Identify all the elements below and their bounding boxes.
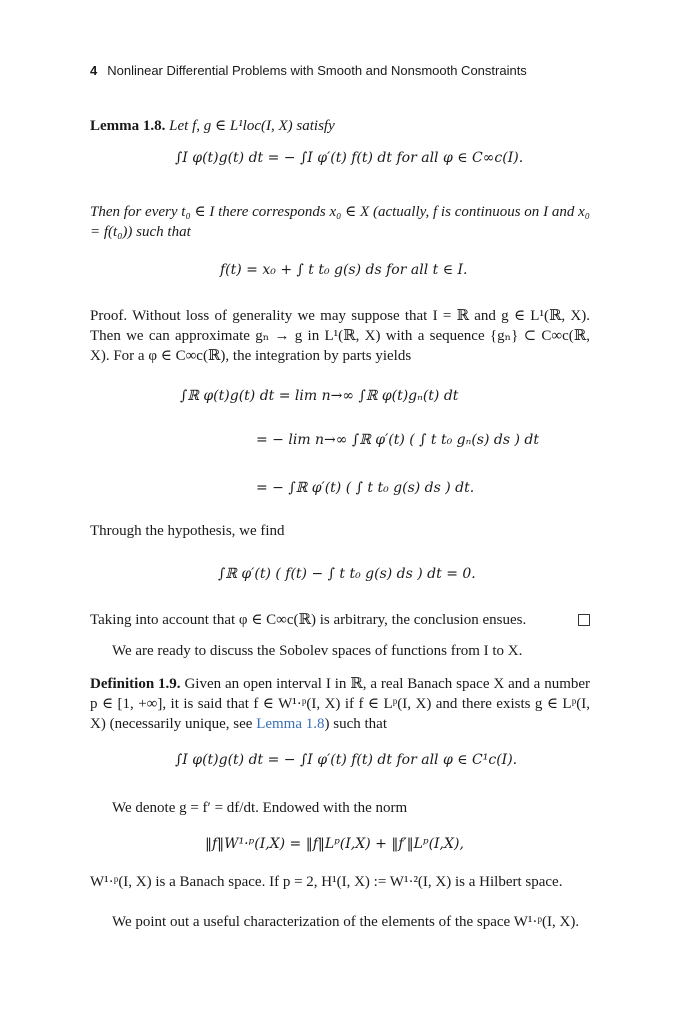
qed-box [578, 614, 590, 626]
equation-3a: ∫ℝ φ(t)g(t) dt = lim n→∞ ∫ℝ φ(t)gₙ(t) dt [180, 388, 459, 404]
definition-paragraph [90, 674, 590, 734]
proof-hypothesis: Through the hypothesis, we find [90, 523, 285, 539]
proof-paragraph: Proof. Without loss of generality we may suppose that I = ℝ and g ∈ L¹(ℝ, X). Then we can approximate gₙ → g in L¹(ℝ, X) with a sequence {gₙ} ⊂ C∞c(ℝ, X). For a φ ∈ C∞c(ℝ), the integration by parts yields [90, 308, 590, 364]
lemma-label: Lemma 1.8. [90, 118, 166, 134]
equation-4: ∫ℝ φ′(t) ( f(t) − ∫ t t₀ g(s) ds ) dt = 0. [218, 566, 476, 582]
equation-2: f(t) = x₀ + ∫ t t₀ g(s) ds for all t ∈ I. [220, 262, 468, 278]
page-number: 4 [90, 63, 98, 78]
definition-label: Definition 1.9. [90, 676, 181, 692]
proof-conclusion: Taking into account that φ ∈ C∞c(ℝ) is arbitrary, the conclusion ensues. [90, 612, 527, 628]
lemma-text: Let f, g ∈ L¹loc(I, X) satisfy [169, 118, 335, 134]
derivative-notation: We denote g = f′ = df/dt. Endowed with the norm [112, 800, 408, 816]
banach-statement: W¹·ᵖ(I, X) is a Banach space. If p = 2, H¹(I, X) := W¹·²(I, X) is a Hilbert space. [90, 874, 563, 890]
equation-3c: = − ∫ℝ φ′(t) ( ∫ t t₀ g(s) ds ) dt. [256, 480, 475, 496]
lemma-statement [90, 116, 590, 136]
running-header [90, 63, 590, 78]
running-title: Nonlinear Differential Problems with Smooth and Nonsmooth Constraints [107, 63, 527, 78]
equation-3b: = − lim n→∞ ∫ℝ φ′(t) ( ∫ t t₀ gₙ(s) ds ) dt [256, 432, 539, 448]
lemma-link[interactable]: Lemma 1.8 [256, 716, 325, 732]
definition-text-end: ) such that [324, 716, 387, 732]
definition-text: Given an open interval I in ℝ, a real Banach space X and a number p ∈ [1, +∞], it is said that f ∈ W¹·ᵖ(I, X) if f ∈ Lᵖ(I, X) and there exists g ∈ Lᵖ(I, X) (necessarily unique, see [90, 676, 591, 732]
equation-5: ∫I φ(t)g(t) dt = − ∫I φ′(t) f(t) dt for all φ ∈ C¹c(I). [175, 752, 518, 768]
sobolev-intro: We are ready to discuss the Sobolev spaces of functions from I to X. [112, 643, 523, 659]
lemma-conclusion: Then for every t₀ ∈ I there corresponds x₀ ∈ X (actually, f is continuous on I and x₀ = f(t₀)) such that [90, 204, 590, 240]
equation-1: ∫I φ(t)g(t) dt = − ∫I φ′(t) f(t) dt for all φ ∈ C∞c(I). [175, 150, 524, 166]
equation-6: ‖f‖W¹·ᵖ(I,X) = ‖f‖Lᵖ(I,X) + ‖f′‖Lᵖ(I,X), [205, 836, 464, 852]
characterization-intro: We point out a useful characterization of the elements of the space W¹·ᵖ(I, X). [112, 914, 580, 930]
